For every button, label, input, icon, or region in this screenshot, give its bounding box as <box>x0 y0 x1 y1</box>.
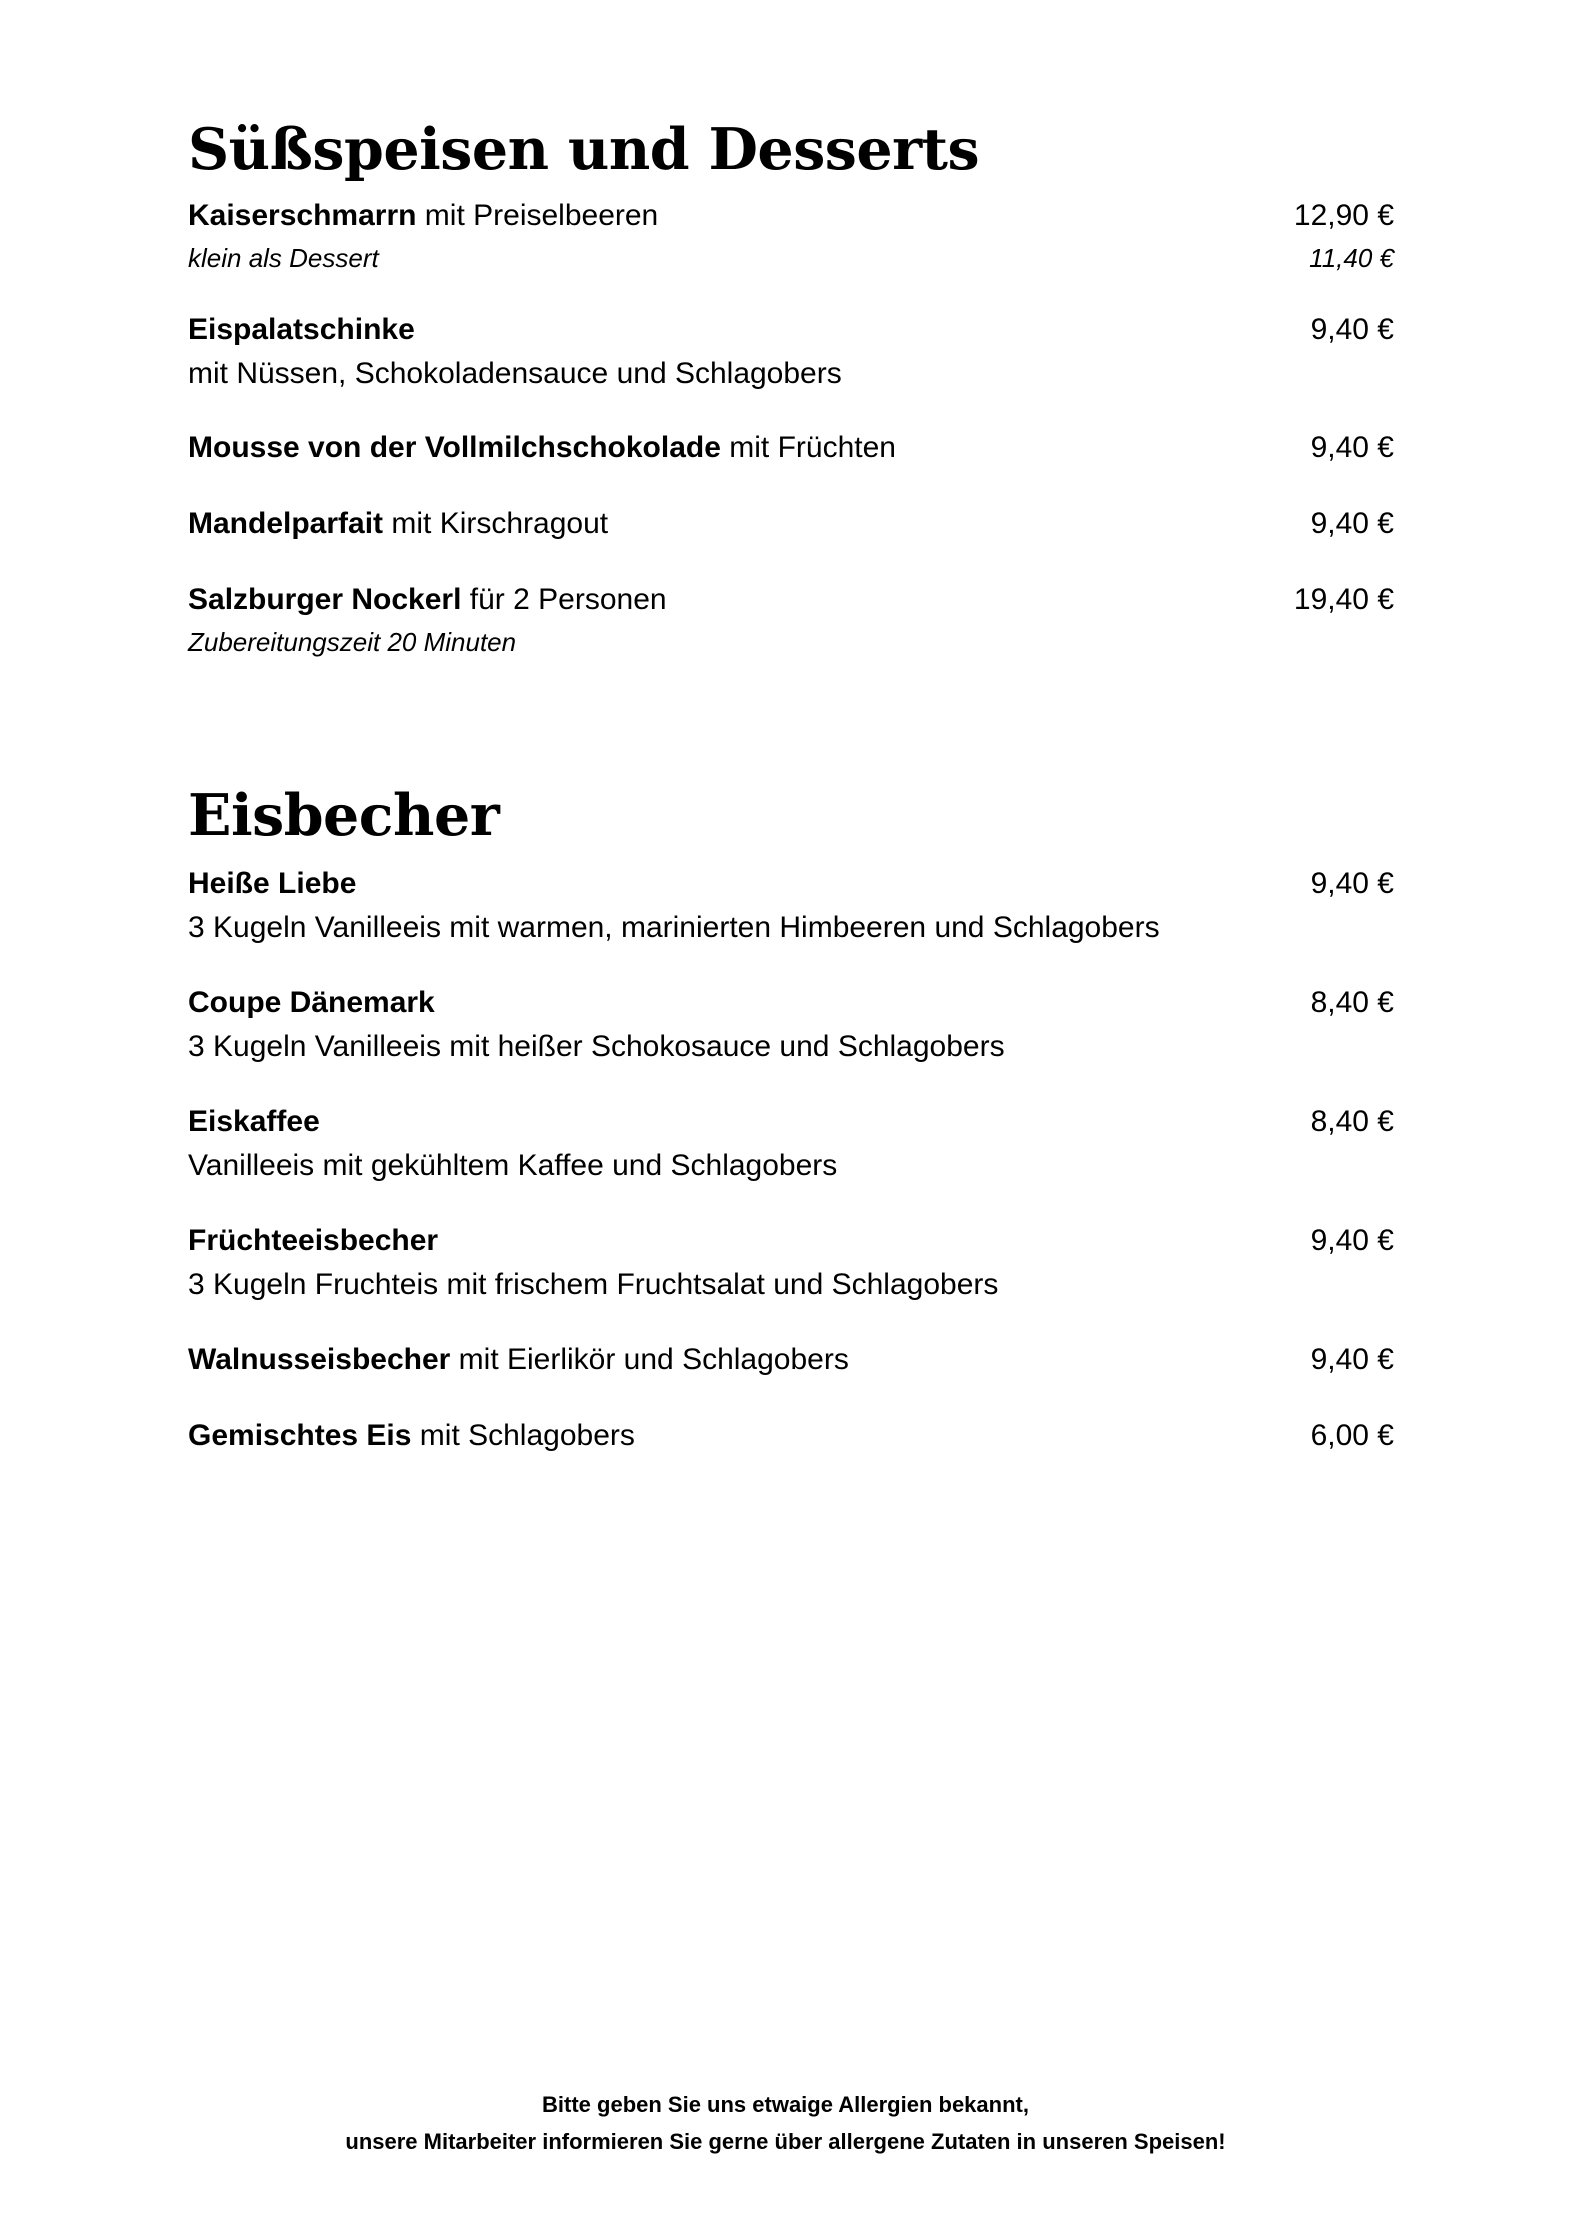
allergy-notice <box>0 2086 1571 2160</box>
menu-item-coupe-daenemark <box>188 981 1394 1069</box>
item-price: 12,90 € <box>1293 199 1394 232</box>
item-note-price: 11,40 € <box>1309 243 1394 273</box>
item-price: 8,40 € <box>1310 1105 1394 1138</box>
item-price: 9,40 € <box>1310 1224 1394 1257</box>
item-name: Salzburger Nockerl <box>188 583 462 616</box>
item-price: 6,00 € <box>1310 1419 1394 1452</box>
menu-item-gemischtes-eis <box>188 1414 1394 1458</box>
item-price: 9,40 € <box>1310 313 1394 346</box>
menu-item-heisse-liebe <box>188 862 1394 950</box>
item-price: 9,40 € <box>1310 431 1394 464</box>
menu-item-kaiserschmarrn <box>188 194 1394 278</box>
item-subline: 3 Kugeln Vanilleeis mit heißer Schokosauce und Schlagobers <box>188 1030 1005 1063</box>
item-desc: mit Schlagobers <box>411 1419 635 1452</box>
menu-item-eispalatschinke <box>188 308 1394 396</box>
item-desc: für 2 Personen <box>461 583 667 616</box>
item-desc: mit Kirschragout <box>383 507 609 540</box>
item-desc: mit Eierlikör und Schlagobers <box>450 1343 849 1376</box>
item-price: 9,40 € <box>1310 867 1394 900</box>
item-note: Zubereitungszeit 20 Minuten <box>188 627 517 657</box>
item-name: Coupe Dänemark <box>188 986 435 1019</box>
menu-item-mandelparfait <box>188 502 1394 546</box>
item-price: 9,40 € <box>1310 507 1394 540</box>
item-price: 19,40 € <box>1293 583 1394 616</box>
allergy-notice-line-2: unsere Mitarbeiter informieren Sie gerne über allergene Zutaten in unseren Speisen! <box>345 2129 1226 2154</box>
item-note: klein als Dessert <box>188 243 379 273</box>
desserts-section <box>188 110 1394 662</box>
menu-item-walnusseisbecher <box>188 1338 1394 1382</box>
section-title-eisbecher: Eisbecher <box>188 782 500 849</box>
item-name: Gemischtes Eis <box>188 1419 412 1452</box>
item-subline: 3 Kugeln Fruchteis mit frischem Fruchtsalat und Schlagobers <box>188 1268 999 1301</box>
item-desc: mit Früchten <box>720 431 896 464</box>
item-name: Mandelparfait <box>188 507 384 540</box>
item-name: Früchteeisbecher <box>188 1224 439 1257</box>
item-desc: mit Preiselbeeren <box>416 199 659 232</box>
item-name: Heiße Liebe <box>188 867 357 900</box>
menu-item-salzburger-nockerl <box>188 578 1394 662</box>
menu-item-mousse <box>188 426 1394 470</box>
item-subline: mit Nüssen, Schokoladensauce und Schlagobers <box>188 357 842 390</box>
item-subline: 3 Kugeln Vanilleeis mit warmen, marinierten Himbeeren und Schlagobers <box>188 911 1160 944</box>
item-price: 8,40 € <box>1310 986 1394 1019</box>
item-name: Eiskaffee <box>188 1105 320 1138</box>
menu-item-fruechteeisbecher <box>188 1219 1394 1307</box>
allergy-notice-line-1: Bitte geben Sie uns etwaige Allergien bekannt, <box>542 2092 1029 2117</box>
menu-item-eiskaffee <box>188 1100 1394 1188</box>
item-price: 9,40 € <box>1310 1343 1394 1376</box>
item-name: Eispalatschinke <box>188 313 415 346</box>
item-name: Mousse von der Vollmilchschokolade <box>188 431 721 464</box>
section-title-desserts: Süßspeisen und Desserts <box>188 116 980 183</box>
ice-section <box>188 776 1394 1458</box>
item-name: Kaiserschmarrn <box>188 199 417 232</box>
item-name: Walnusseisbecher <box>188 1343 451 1376</box>
item-subline: Vanilleeis mit gekühltem Kaffee und Schlagobers <box>188 1149 838 1182</box>
